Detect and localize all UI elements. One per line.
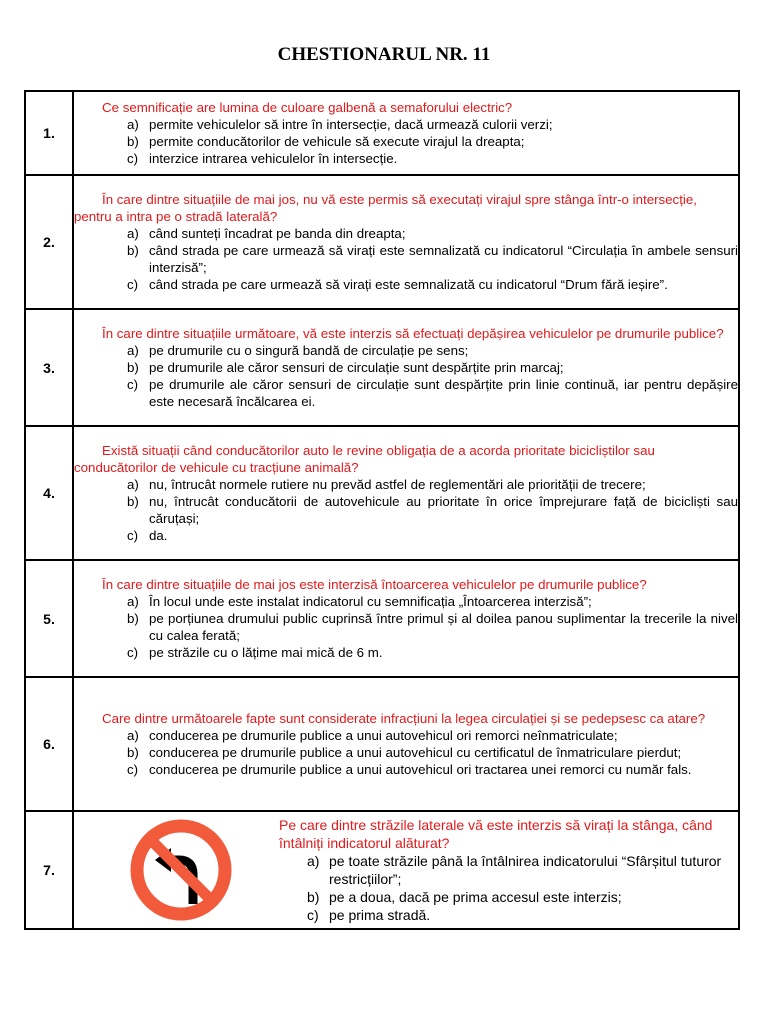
answer-option: c) pe prima stradă. xyxy=(307,907,431,923)
question-text: Pe care dintre străzile laterale vă este interzis să virați la stânga, când întâlniți indicatorul alăturat? xyxy=(279,817,713,851)
question-number: 4. xyxy=(25,426,73,560)
answer-list xyxy=(279,852,726,924)
answer-option: a) când sunteți încadrat pe banda din dreapta; xyxy=(127,226,406,241)
answer-option: c) conducerea pe drumurile publice a unui autovehicul ori tractarea unei remorci cu număr fals. xyxy=(127,762,692,777)
answer-option: b) permite conducătorilor de vehicule să execute virajul la dreapta; xyxy=(127,134,525,149)
answer-option: b) conducerea pe drumurile publice a unui autovehicul cu certificatul de înmatriculare pierdut; xyxy=(127,745,682,760)
answer-option: a) În locul unde este instalat indicatorul cu semnificația „Întoarcerea interzisă”; xyxy=(127,594,592,609)
question-number: 7. xyxy=(25,811,73,929)
question-row-6 xyxy=(25,677,739,811)
question-number: 3. xyxy=(25,309,73,426)
questionnaire-table xyxy=(24,90,740,930)
answer-option: c) când strada pe care urmează să virați este semnalizată cu indicatorul “Drum fără ieșire”. xyxy=(127,277,668,292)
question-text: Care dintre următoarele fapte sunt considerate infracțiuni la legea circulației și se pedepsesc ca atare? xyxy=(102,711,706,726)
question-number: 1. xyxy=(25,91,73,175)
answer-list xyxy=(74,593,738,661)
answer-option: a) permite vehiculelor să intre în intersecție, dacă urmează culorii verzi; xyxy=(127,117,553,132)
answer-option: c) pe drumurile ale căror sensuri de circulație sunt despărțite prin linie continuă, iar pentru depășire este necesară încălcarea ei. xyxy=(127,377,738,409)
question-row-3 xyxy=(25,309,739,426)
answer-option: a) pe drumurile cu o singură bandă de circulație pe sens; xyxy=(127,343,469,358)
answer-option: a) nu, întrucât normele rutiere nu prevăd astfel de reglementări ale priorității de trecere; xyxy=(127,477,646,492)
question-row-7 xyxy=(25,811,739,929)
answer-list xyxy=(74,476,738,544)
answer-list xyxy=(74,727,738,778)
answer-option: b) când strada pe care urmează să virați este semnalizată cu indicatorul “Circulația în ambele sensuri interzisă”; xyxy=(127,243,738,275)
question-row-2 xyxy=(25,175,739,309)
question-number: 6. xyxy=(25,677,73,811)
question-text: În care dintre situațiile următoare, vă este interzis să efectuați depășirea vehiculelor pe drumurile publice? xyxy=(102,326,724,341)
question-number: 2. xyxy=(25,175,73,309)
answer-option: b) pe porțiunea drumului public cuprinsă între primul și al doilea panou suplimentar la trecerile la nivel cu calea ferată; xyxy=(127,611,738,643)
question-number: 5. xyxy=(25,560,73,677)
question-text: În care dintre situațiile de mai jos, nu vă este permis să executați virajul spre stânga într-o intersecție, pentru a intra pe o stradă laterală? xyxy=(74,192,697,224)
answer-option: a) pe toate străzile până la întâlnirea indicatorului “Sfârșitul tuturor restricțiilor”; xyxy=(307,853,722,887)
answer-option: b) nu, întrucât conducătorii de autovehicule au prioritate în orice împrejurare față de bicicliști sau căruțași; xyxy=(127,494,738,526)
answer-list xyxy=(74,116,738,167)
question-text: Ce semnificație are lumina de culoare galbenă a semaforului electric? xyxy=(102,100,513,115)
question-row-4 xyxy=(25,426,739,560)
page-title: CHESTIONARUL NR. 11 xyxy=(277,44,491,65)
answer-option: c) pe străzile cu o lățime mai mică de 6 m. xyxy=(127,645,383,660)
answer-option: b) pe a doua, dacă pe prima accesul este interzis; xyxy=(307,889,622,905)
question-text: În care dintre situațiile de mai jos este interzisă întoarcerea vehiculelor pe drumurile publice? xyxy=(102,577,647,592)
no-left-turn-sign-icon xyxy=(129,818,233,922)
question-text: Există situații când conducătorilor auto le revine obligația de a acorda prioritate bicicliștilor sau conducătorilor de vehicule cu tracțiune animală? xyxy=(74,443,655,475)
answer-option: c) interzice intrarea vehiculelor în intersecție. xyxy=(127,151,398,166)
question-row-1 xyxy=(25,91,739,175)
answer-option: b) pe drumurile ale căror sensuri de circulație sunt despărțite prin marcaj; xyxy=(127,360,564,375)
answer-list xyxy=(74,225,738,293)
answer-option: a) conducerea pe drumurile publice a unui autovehicul ori remorci neînmatriculate; xyxy=(127,728,618,743)
question-row-5 xyxy=(25,560,739,677)
answer-option: c) da. xyxy=(127,528,168,543)
answer-list xyxy=(74,342,738,410)
